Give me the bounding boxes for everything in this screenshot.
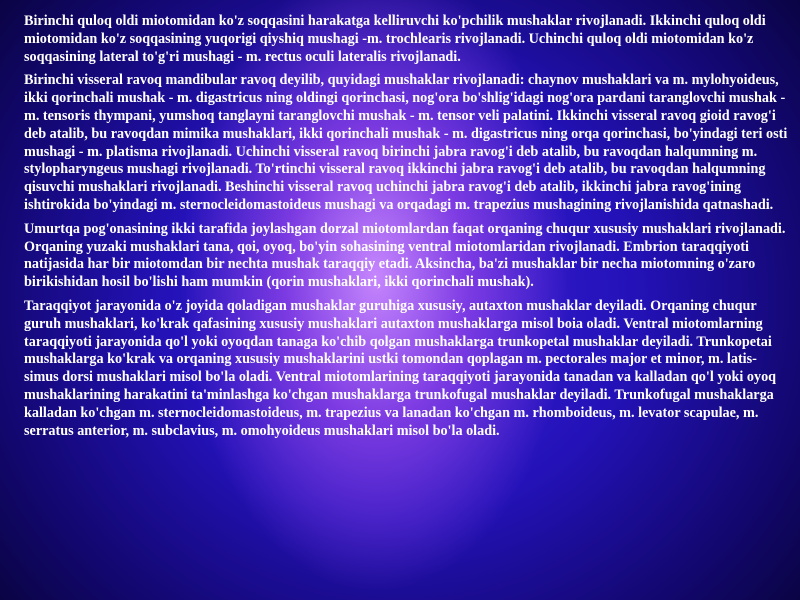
paragraph-dorzal-miotomlar: Umurtqa pog'onasining ikki tarafida joylashgan dorzal miotomlardan faqat orqaning chuqur xususiy mushaklari rivojlanadi. Orqaning yuzaki mushaklari tana, qoi, oyoq, bo'yin sohasining ventral miotomlaridan rivojlanadi. Embrion taraqqiyoti natijasida har bir miotomdan bir nechta mushak taraqqiy etadi. Aksincha, ba'zi mushaklar bir necha miotomning o'zaro birikishidan hosil bo'lishi ham mumkin (qorin mushaklari, ikki qorinchali mushak). — [24, 220, 786, 291]
paragraph-autaxton-mushaklar: Taraqqiyot jarayonida o'z joyida qoladigan mushaklar guruhiga xususiy, autaxton mushaklar deyiladi. Orqaning chuqur guruh mushaklari, ko'krak qafasining xususiy mushaklari autaxton mushaklarga misol boia oladi. Ventral miotomlarning taraqqiyoti jarayonida qo'l yoki oyoqdan tanaga ko'chib qolgan mushaklarga trunkopetal mushaklar deyiladi. Trunkopetai mushaklarga ko'krak va orqaning xususiy mushaklarini ustki tomondan qoplagan m. pectorales major et minor, m. latis-simus dorsi mushaklari misol bo'la oladi. Ventral miotomlarining taraqqiyoti jarayonida tanadan va kalladan qo'l yoki oyoq mushaklarining harakatini ta'minlashga ko'chgan mushaklarga trunkofugal mushaklar deyiladi. Trunkofugal mushaklarga kalladan ko'chgan m. sternocleidomastoideus, m. trapezius va lanadan ko'chgan m. rhomboideus, m. levator scapulae, m. serratus anterior, m. subclavius, m. omohyoideus mushaklari misol bo'la oladi. — [24, 297, 777, 439]
paragraph-visseral-ravoqlar: Birinchi visseral ravoq mandibular ravoq deyilib, quyidagi mushaklar rivojlanadi: chaynov mushaklari va m. mylohyoideus, ikki qorinchali mushak - m. digastricus ning oldingi qorinchasi, nog'ora bo'shlig'idagi nog'ora pardani taranglovchi mushak - m. tensoris thympani, yumshoq tanglayni taranglovchi mushak - m. tensor veli palatini. Ikkinchi visseral ravoq gioid ravog'i deb atalib, bu ravoqdan mimika mushaklari, ikki qorinchali mushak - m. digastricus ning orqa qorinchasi, bo'yindagi teri osti mushagi - m. platisma rivojlanadi. Uchinchi visseral ravoq birinchi jabra ravog'i deb atalib, bu ravoqdan halqumning m. stylopharyngeus mushagi rivojlanadi. To'rtinchi visseral ravoq ikkinchi jabra ravog'i deb atalib, bu ravoqdan halqumning qisuvchi mushaklari rivojlanadi. Beshinchi visseral ravoq uchinchi jabra ravog'i deb atalib, ikkinchi jabra ravog'ining ishtirokida bo'yindagi m. sternocleidomastoideus mushagi va orqadagi m. trapezius mushagining rivojlanishida qatnashadi. — [24, 72, 788, 213]
paragraph-miotomlar: Birinchi quloq oldi miotomidan ko'z soqqasini harakatga kelliruvchi ko'pchilik mushaklar rivojlanadi. Ikkinchi quloq oldi miotomidan ko'z soqqasining yuqorigi qiyshiq mushagi -m. trochlearis rivojlanadi. Uchinchi quloq oldi miotomidan ko'z soqqasining lateral to'g'ri mushagi - m. rectus oculi lateralis rivojlanadi. — [24, 13, 766, 65]
